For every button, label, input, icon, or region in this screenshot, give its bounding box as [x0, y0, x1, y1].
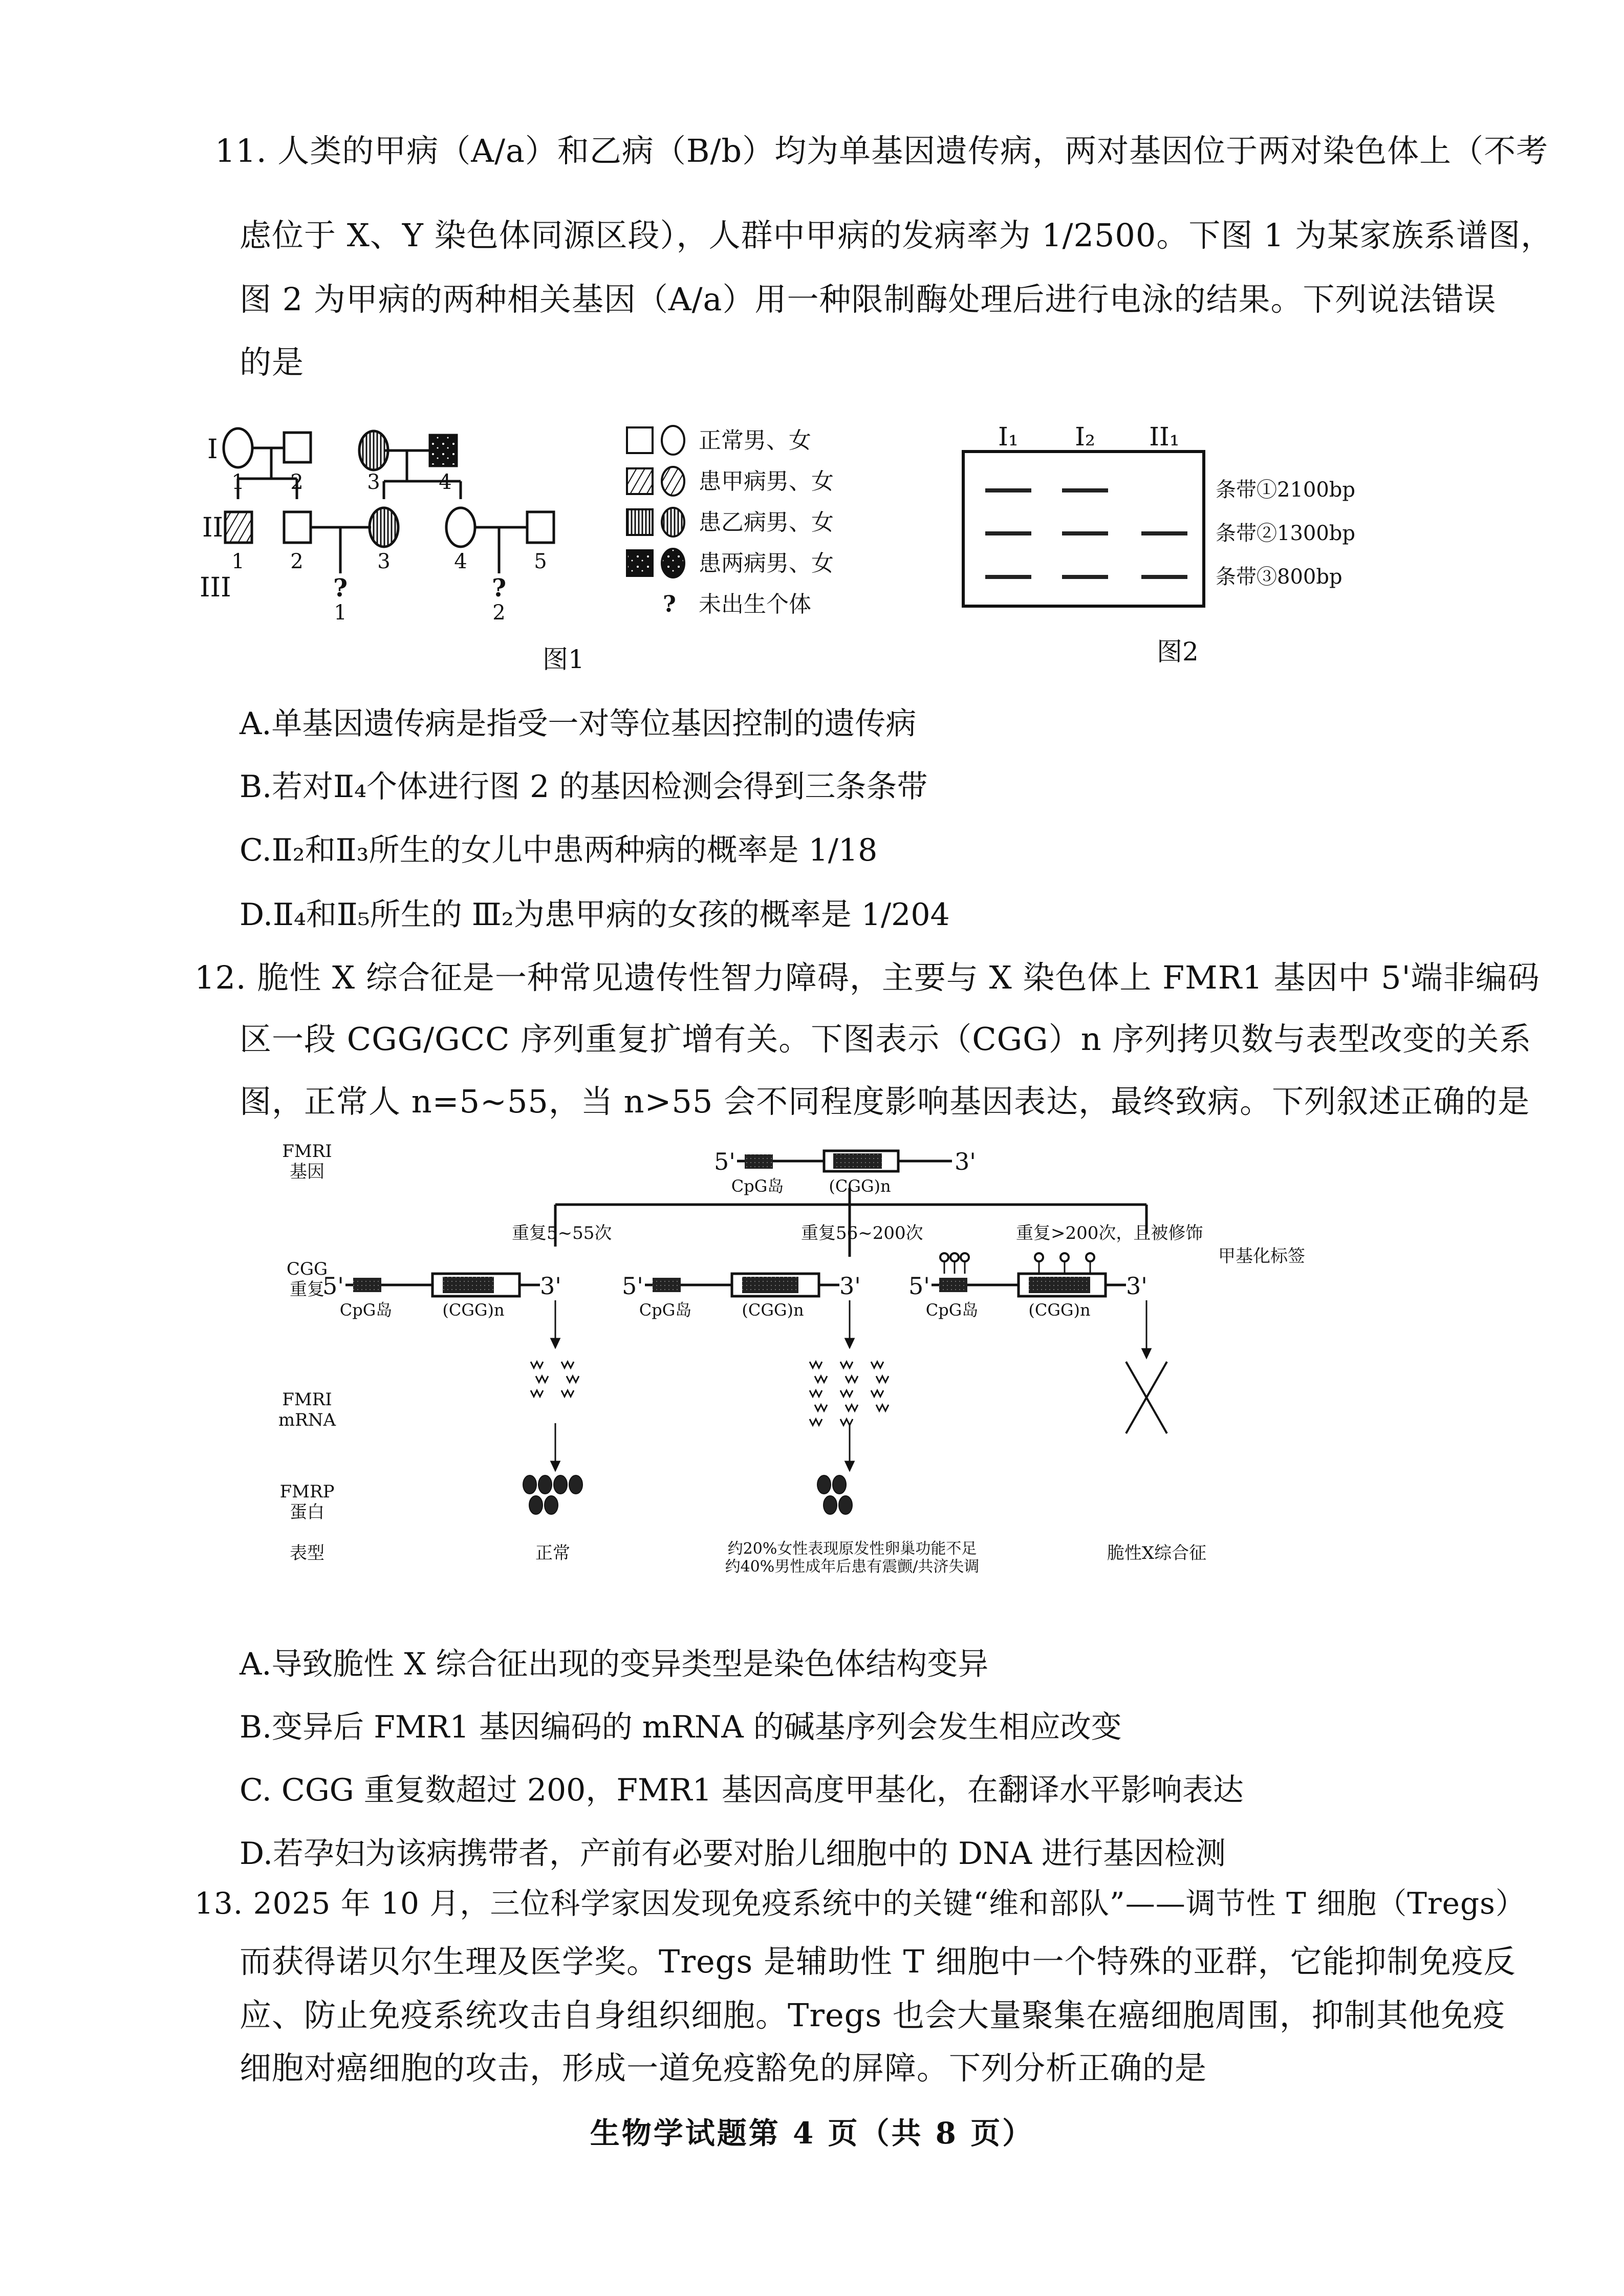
svg-text:5': 5': [908, 1272, 930, 1300]
q11-stem-line-2: 虑位于 X、Y 染色体同源区段），人群中甲病的发病率为 1/2500。下图 1 为某家族系谱图，: [240, 217, 1553, 254]
unborn-III2-mark: ?: [491, 574, 507, 603]
phenotype-normal: 正常: [535, 1543, 570, 1563]
mrna-strand-icon: [561, 1390, 574, 1397]
fmrp-protein-icon: [545, 1496, 558, 1514]
svg-text:CpG岛: CpG岛: [731, 1176, 784, 1196]
gen-label-I: I: [207, 434, 218, 465]
mrna-strand-icon: [876, 1405, 889, 1411]
svg-text:CpG岛: CpG岛: [639, 1300, 692, 1320]
mrna-strand-icon: [810, 1419, 822, 1425]
q11-option-d[interactable]: D.Ⅱ₄和Ⅱ₅所生的 Ⅲ₂为患甲病的女孩的概率是 1/204: [240, 897, 950, 933]
pedigree-I2: [284, 433, 311, 462]
q12-option-b[interactable]: B.变异后 FMR1 基因编码的 mRNA 的碱基序列会发生相应改变: [240, 1709, 1122, 1745]
svg-text:CpG岛: CpG岛: [925, 1300, 979, 1320]
mrna-strand-icon: [871, 1362, 883, 1368]
fmrp-protein-icon: [529, 1496, 543, 1514]
num-II1: 1: [231, 550, 245, 573]
num-I1: 1: [231, 470, 245, 494]
pedigree-II3: [370, 508, 398, 547]
cgg-gene-2: [622, 1272, 861, 1320]
figure-1-caption: 图1: [543, 645, 584, 674]
legend-disease-a: 患甲病男、女: [699, 468, 834, 495]
phenotype-premutation-female: 约20%女性表现原发性卵巢功能不足: [727, 1540, 977, 1558]
lane-label-II1: II₁: [1149, 422, 1180, 452]
unborn-III1-mark: ?: [333, 574, 348, 603]
fmrp-protein-icon: [569, 1475, 582, 1494]
branch-2-repeat: 重复56~200次: [801, 1223, 923, 1243]
mrna-strand-icon: [810, 1390, 822, 1397]
band-3-label: 条带③800bp: [1216, 565, 1342, 589]
row-label-mrna-1: FMRI: [282, 1389, 332, 1410]
pedigree-legend: [627, 426, 684, 577]
svg-text:5': 5': [322, 1272, 344, 1300]
gel-band: [1141, 531, 1187, 535]
svg-text:3': 3': [839, 1272, 861, 1300]
q11-option-a[interactable]: A.单基因遗传病是指受一对等位基因控制的遗传病: [240, 706, 917, 742]
fmrp-protein-icon: [554, 1475, 567, 1494]
q11-stem-line-3: 图 2 为甲病的两种相关基因（A/a）用一种限制酶处理后进行电泳的结果。下列说法错误: [240, 281, 1497, 318]
gel-band: [1062, 531, 1108, 535]
gel-band: [985, 575, 1031, 579]
q11-option-b[interactable]: B.若对Ⅱ₄个体进行图 2 的基因检测会得到三条条带: [240, 769, 928, 805]
num-III1: 1: [334, 601, 347, 625]
legend-both: 患两病男、女: [699, 550, 834, 576]
row-label-protein-2: 蛋白: [290, 1502, 324, 1522]
mrna-strand-icon: [815, 1405, 827, 1411]
mrna-strand-icon: [810, 1362, 822, 1368]
fmrp-protein-icon: [833, 1475, 846, 1494]
q12-stem-line-2: 区一段 CGG/GCC 序列重复扩增有关。下图表示（CGG）n 序列拷贝数与表型改变的关系: [240, 1020, 1532, 1058]
mrna-strand-icon: [815, 1376, 827, 1382]
lane-label-I1: I₁: [998, 422, 1019, 452]
fmr1-diagram: [278, 1136, 1310, 1628]
phenotype-premutation-male: 约40%男性成年后患有震颤/共济失调: [725, 1558, 980, 1576]
cgg-gene-3: [908, 1253, 1147, 1320]
svg-text:5': 5': [714, 1148, 735, 1175]
cgg-gene-1: [322, 1272, 561, 1320]
svg-text:(CGG)n: (CGG)n: [742, 1300, 804, 1320]
gel-band: [1062, 575, 1108, 579]
methylation-label: 甲基化标签: [1218, 1246, 1305, 1267]
fmrp-protein-icon: [839, 1496, 852, 1514]
svg-text:3': 3': [955, 1148, 976, 1175]
row-label-gene-1: FMRI: [282, 1141, 332, 1162]
mrna-strand-icon: [531, 1390, 543, 1397]
num-II5: 5: [534, 550, 547, 573]
pedigree-I1: [224, 428, 252, 467]
gene-top: [714, 1148, 976, 1196]
svg-text:(CGG)n: (CGG)n: [829, 1176, 891, 1196]
svg-text:(CGG)n: (CGG)n: [1028, 1300, 1091, 1320]
mrna-strand-icon: [561, 1362, 574, 1368]
q13-stem-line-4: 细胞对癌细胞的攻击，形成一道免疫豁免的屏障。下列分析正确的是: [240, 2049, 1207, 2087]
num-I3: 3: [367, 470, 380, 494]
pedigree-II2: [284, 512, 311, 543]
pedigree-I4: [430, 435, 457, 466]
row-label-gene-2: 基因: [290, 1162, 324, 1182]
band-2-label: 条带②1300bp: [1216, 522, 1356, 545]
gel-band: [985, 531, 1031, 535]
legend-unborn-symbol: ?: [663, 591, 676, 617]
num-II2: 2: [290, 550, 304, 573]
svg-text:5': 5': [622, 1272, 643, 1300]
q12-stem-line-1: 12. 脆性 X 综合征是一种常见遗传性智力障碍，主要与 X 染色体上 FMR1 基因中 5'端非编码: [194, 959, 1540, 996]
q13-stem-line-3: 应、防止免疫系统攻击自身组织细胞。Tregs 也会大量聚集在癌细胞周围，抑制其他免疫: [240, 1997, 1505, 2034]
q11-stem-line-1: 11. 人类的甲病（A/a）和乙病（B/b）均为单基因遗传病，两对基因位于两对染色体上（不考: [215, 132, 1549, 169]
q13-stem-line-2: 而获得诺贝尔生理及医学奖。Tregs 是辅助性 T 细胞中一个特殊的亚群，它能抑制免疫反: [240, 1943, 1516, 1980]
q12-option-d[interactable]: D.若孕妇为该病携带者，产前有必要对胎儿细胞中的 DNA 进行基因检测: [240, 1836, 1226, 1872]
row-label-cgg-1: CGG: [286, 1259, 328, 1279]
legend-normal: 正常男、女: [699, 427, 811, 454]
svg-text:3': 3': [540, 1272, 561, 1300]
mrna-strand-icon: [531, 1362, 543, 1368]
mrna-strand-icon: [840, 1390, 853, 1397]
gen-label-III: III: [200, 572, 231, 603]
figure-2-caption: 图2: [1157, 637, 1199, 667]
mrna-strand-icon: [536, 1376, 548, 1382]
no-expression-x-icon: [1126, 1362, 1167, 1433]
fmrp-protein-icon: [523, 1475, 536, 1494]
num-I4: 4: [439, 470, 452, 494]
row-label-phenotype: 表型: [290, 1543, 324, 1563]
mrna-strand-icon: [840, 1362, 853, 1368]
num-III2: 2: [492, 601, 506, 625]
mrna-strand-icon: [846, 1376, 858, 1382]
q12-stem-line-3: 图，正常人 n=5~55，当 n>55 会不同程度影响基因表达，最终致病。下列叙述正确的是: [240, 1083, 1530, 1120]
gel-band: [1141, 575, 1187, 579]
q11-option-c[interactable]: C.Ⅱ₂和Ⅱ₃所生的女儿中患两种病的概率是 1/18: [240, 832, 878, 868]
mrna-strand-icon: [876, 1376, 889, 1382]
branch-1-repeat: 重复5~55次: [512, 1223, 612, 1243]
row-label-cgg-2: 重复: [290, 1279, 324, 1300]
gen-label-II: II: [202, 512, 224, 543]
fmrp-protein-icon: [817, 1475, 831, 1494]
num-II4: 4: [454, 550, 467, 573]
pedigree-figure: [200, 410, 952, 696]
gel-band: [985, 488, 1031, 492]
row-label-mrna-2: mRNA: [278, 1410, 336, 1430]
q12-option-c[interactable]: C. CGG 重复数超过 200，FMR1 基因高度甲基化，在翻译水平影响表达: [240, 1772, 1244, 1808]
svg-text:(CGG)n: (CGG)n: [442, 1300, 505, 1320]
pedigree-II4: [446, 508, 475, 547]
svg-text:3': 3': [1126, 1272, 1147, 1300]
lane-label-I2: I₂: [1075, 422, 1095, 452]
fmrp-protein-icon: [538, 1475, 552, 1494]
branch-3-repeat: 重复>200次，且被修饰: [1016, 1223, 1203, 1243]
legend-unborn: 未出生个体: [699, 591, 811, 617]
svg-text:CpG岛: CpG岛: [339, 1300, 393, 1320]
pedigree-II1: [225, 512, 252, 543]
q12-option-a[interactable]: A.导致脆性 X 综合征出现的变异类型是染色体结构变异: [240, 1646, 989, 1682]
q11-stem-line-4: 的是: [240, 344, 305, 381]
row-label-protein-1: FMRP: [279, 1482, 335, 1502]
pedigree-I3: [359, 431, 388, 470]
q13-stem-line-1: 13. 2025 年 10 月，三位科学家因发现免疫系统中的关键“维和部队”——调节性 T 细胞（Tregs）: [194, 1886, 1526, 1921]
fmrp-protein-icon: [824, 1496, 837, 1514]
num-I2: 2: [290, 470, 304, 494]
gel-figure: [962, 415, 1423, 681]
mrna-strand-icon: [567, 1376, 579, 1382]
gel-band: [1062, 488, 1108, 492]
legend-disease-b: 患乙病男、女: [699, 509, 834, 535]
mrna-strand-icon: [871, 1390, 883, 1397]
num-II3: 3: [377, 550, 391, 573]
phenotype-fragile-x: 脆性X综合征: [1107, 1543, 1207, 1563]
band-1-label: 条带①2100bp: [1216, 478, 1356, 502]
mrna-strand-icon: [846, 1405, 858, 1411]
pedigree-II5: [527, 512, 554, 543]
mrna-strand-icon: [840, 1419, 853, 1425]
gel-frame: [963, 452, 1204, 606]
page-footer: 生物学试题第 4 页（共 8 页）: [590, 2116, 1034, 2151]
